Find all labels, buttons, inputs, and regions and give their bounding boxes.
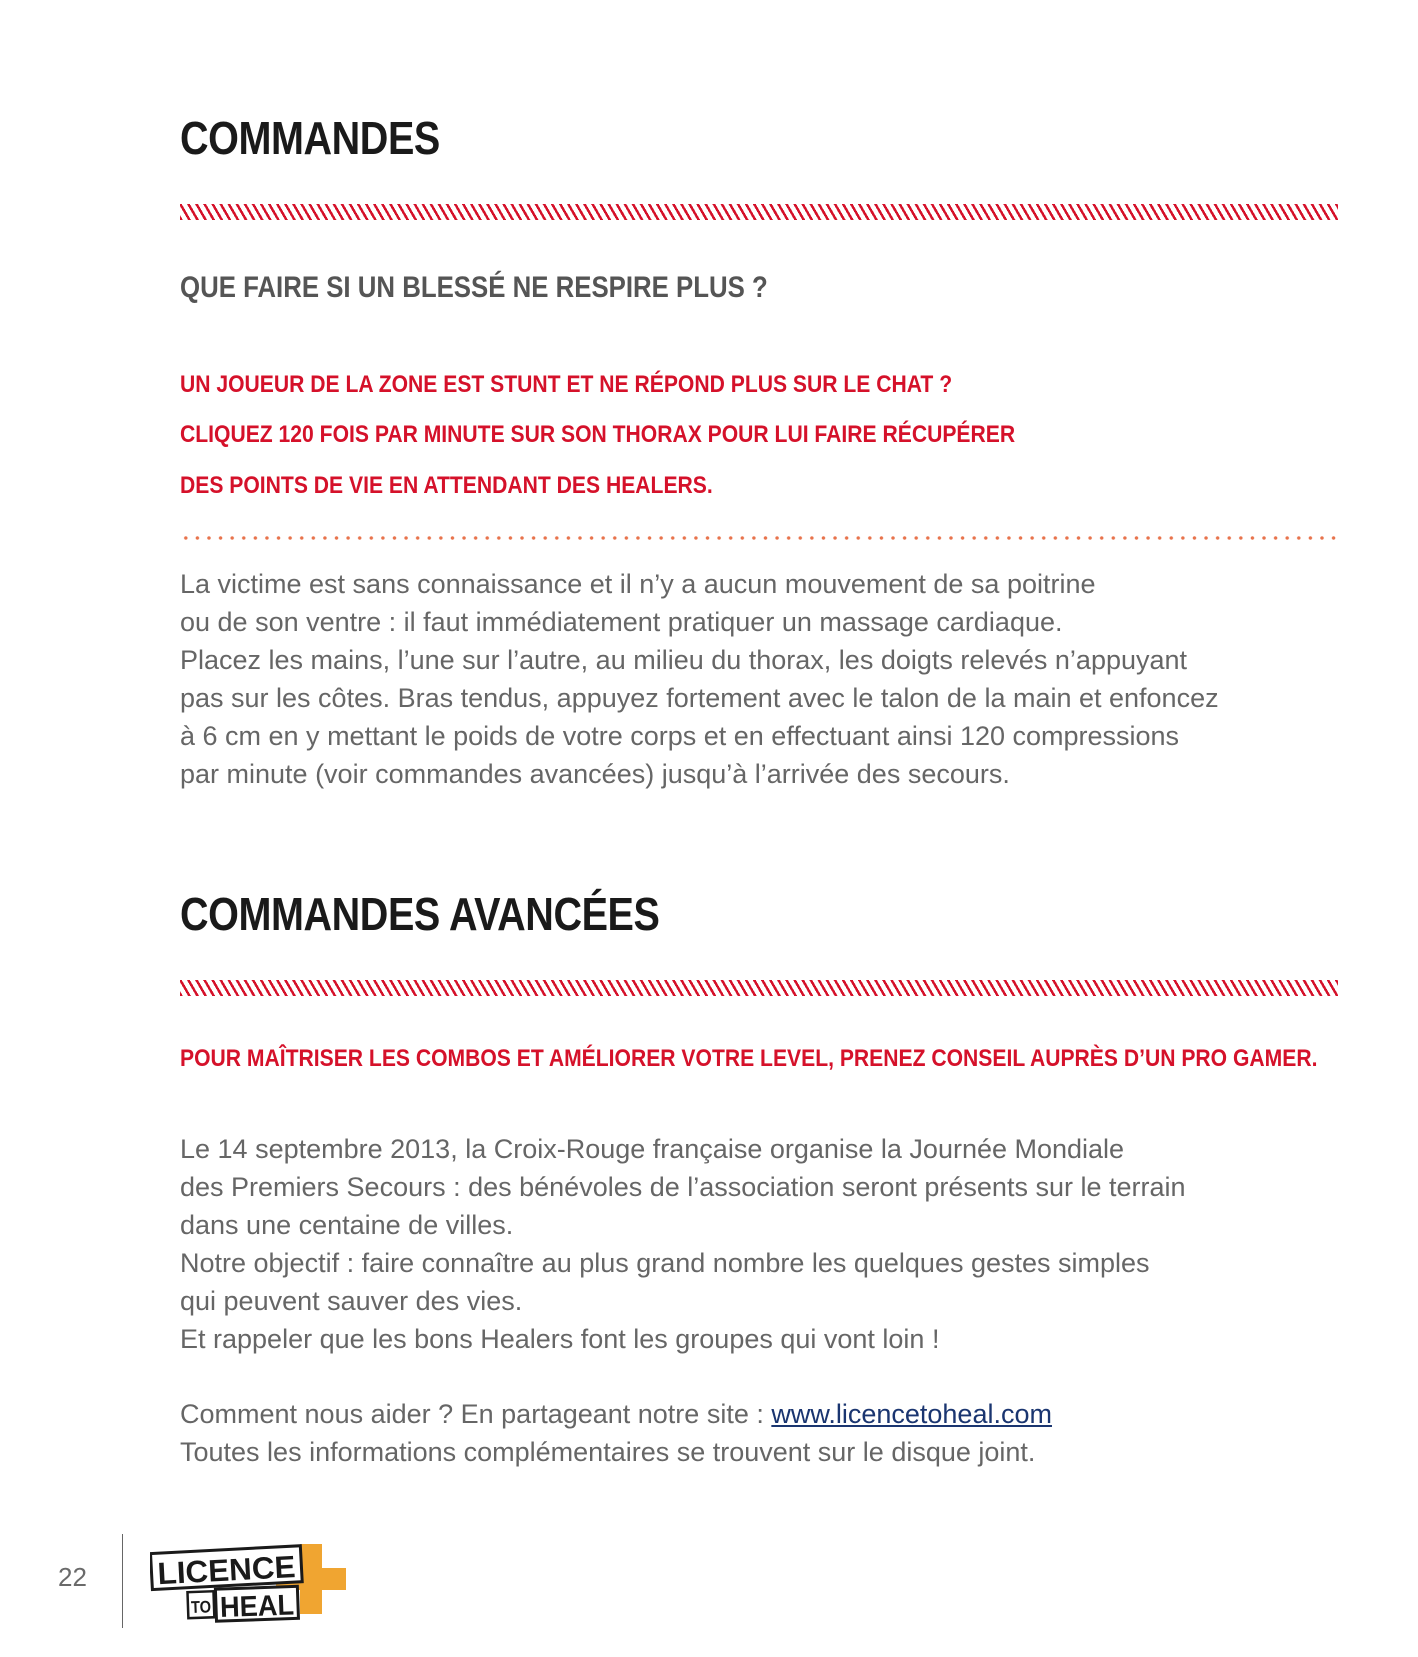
licence-to-heal-logo xyxy=(150,1540,350,1624)
body-line: Et rappeler que les bons Healers font les groupes qui vont loin ! xyxy=(180,1324,940,1354)
help-line xyxy=(180,1395,1052,1433)
body-line: Le 14 septembre 2013, la Croix-Rouge française organise la Journée Mondiale xyxy=(180,1134,1125,1164)
help-prefix: Comment nous aider ? En partageant notre site : xyxy=(180,1399,772,1429)
body-line: Notre objectif : faire connaître au plus grand nombre les quelques gestes simples xyxy=(180,1248,1150,1278)
body-line: à 6 cm en y mettant le poids de votre corps et en effectuant ainsi 120 compressions xyxy=(180,721,1180,751)
section-title-commandes-avancees: COMMANDES AVANCÉES xyxy=(180,888,660,940)
help-text xyxy=(180,1395,1052,1471)
section-title-commandes: COMMANDES xyxy=(180,112,440,164)
body-line: des Premiers Secours : des bénévoles de l’association seront présents sur le terrain xyxy=(180,1172,1186,1202)
red-intro-line-3: DES POINTS DE VIE EN ATTENDANT DES HEALERS. xyxy=(180,472,713,499)
footer-divider xyxy=(122,1534,123,1628)
journee-mondiale-text xyxy=(180,1130,1186,1358)
body-line: dans une centaine de villes. xyxy=(180,1210,514,1240)
question-heading: QUE FAIRE SI UN BLESSÉ NE RESPIRE PLUS ? xyxy=(180,271,768,304)
body-line: Placez les mains, l’une sur l’autre, au milieu du thorax, les doigts relevés n’appuyant xyxy=(180,645,1188,675)
info-line: Toutes les informations complémentaires se trouvent sur le disque joint. xyxy=(180,1437,1036,1467)
body-line: La victime est sans connaissance et il n’y a aucun mouvement de sa poitrine xyxy=(180,569,1096,599)
page-number: 22 xyxy=(58,1562,87,1592)
red-intro-line-1: UN JOUEUR DE LA ZONE EST STUNT ET NE RÉPOND PLUS SUR LE CHAT ? xyxy=(180,371,953,398)
cpr-instructions-text xyxy=(180,565,1219,793)
logo-text-to: TO xyxy=(190,1597,215,1618)
body-line: pas sur les côtes. Bras tendus, appuyez fortement avec le talon de la main et enfoncez xyxy=(180,683,1219,713)
red-intro-line-2: CLIQUEZ 120 FOIS PAR MINUTE SUR SON THORAX POUR LUI FAIRE RÉCUPÉRER xyxy=(180,421,1016,448)
body-line: ou de son ventre : il faut immédiatement pratiquer un massage cardiaque. xyxy=(180,607,1063,637)
red-hatched-divider xyxy=(180,980,1338,996)
red-hatched-divider xyxy=(180,204,1338,220)
logo-text-licence: LICENCE xyxy=(156,1549,295,1592)
red-pro-gamer-line: POUR MAÎTRISER LES COMBOS ET AMÉLIORER VOTRE LEVEL, PRENEZ CONSEIL AUPRÈS D’UN PRO GAMER. xyxy=(180,1045,1318,1072)
dotted-divider xyxy=(180,536,1338,540)
body-line: par minute (voir commandes avancées) jusqu’à l’arrivée des secours. xyxy=(180,759,1010,789)
website-link[interactable]: www.licencetoheal.com xyxy=(771,1399,1052,1429)
logo-text-heal: HEAL xyxy=(219,1589,300,1624)
body-line: qui peuvent sauver des vies. xyxy=(180,1286,523,1316)
